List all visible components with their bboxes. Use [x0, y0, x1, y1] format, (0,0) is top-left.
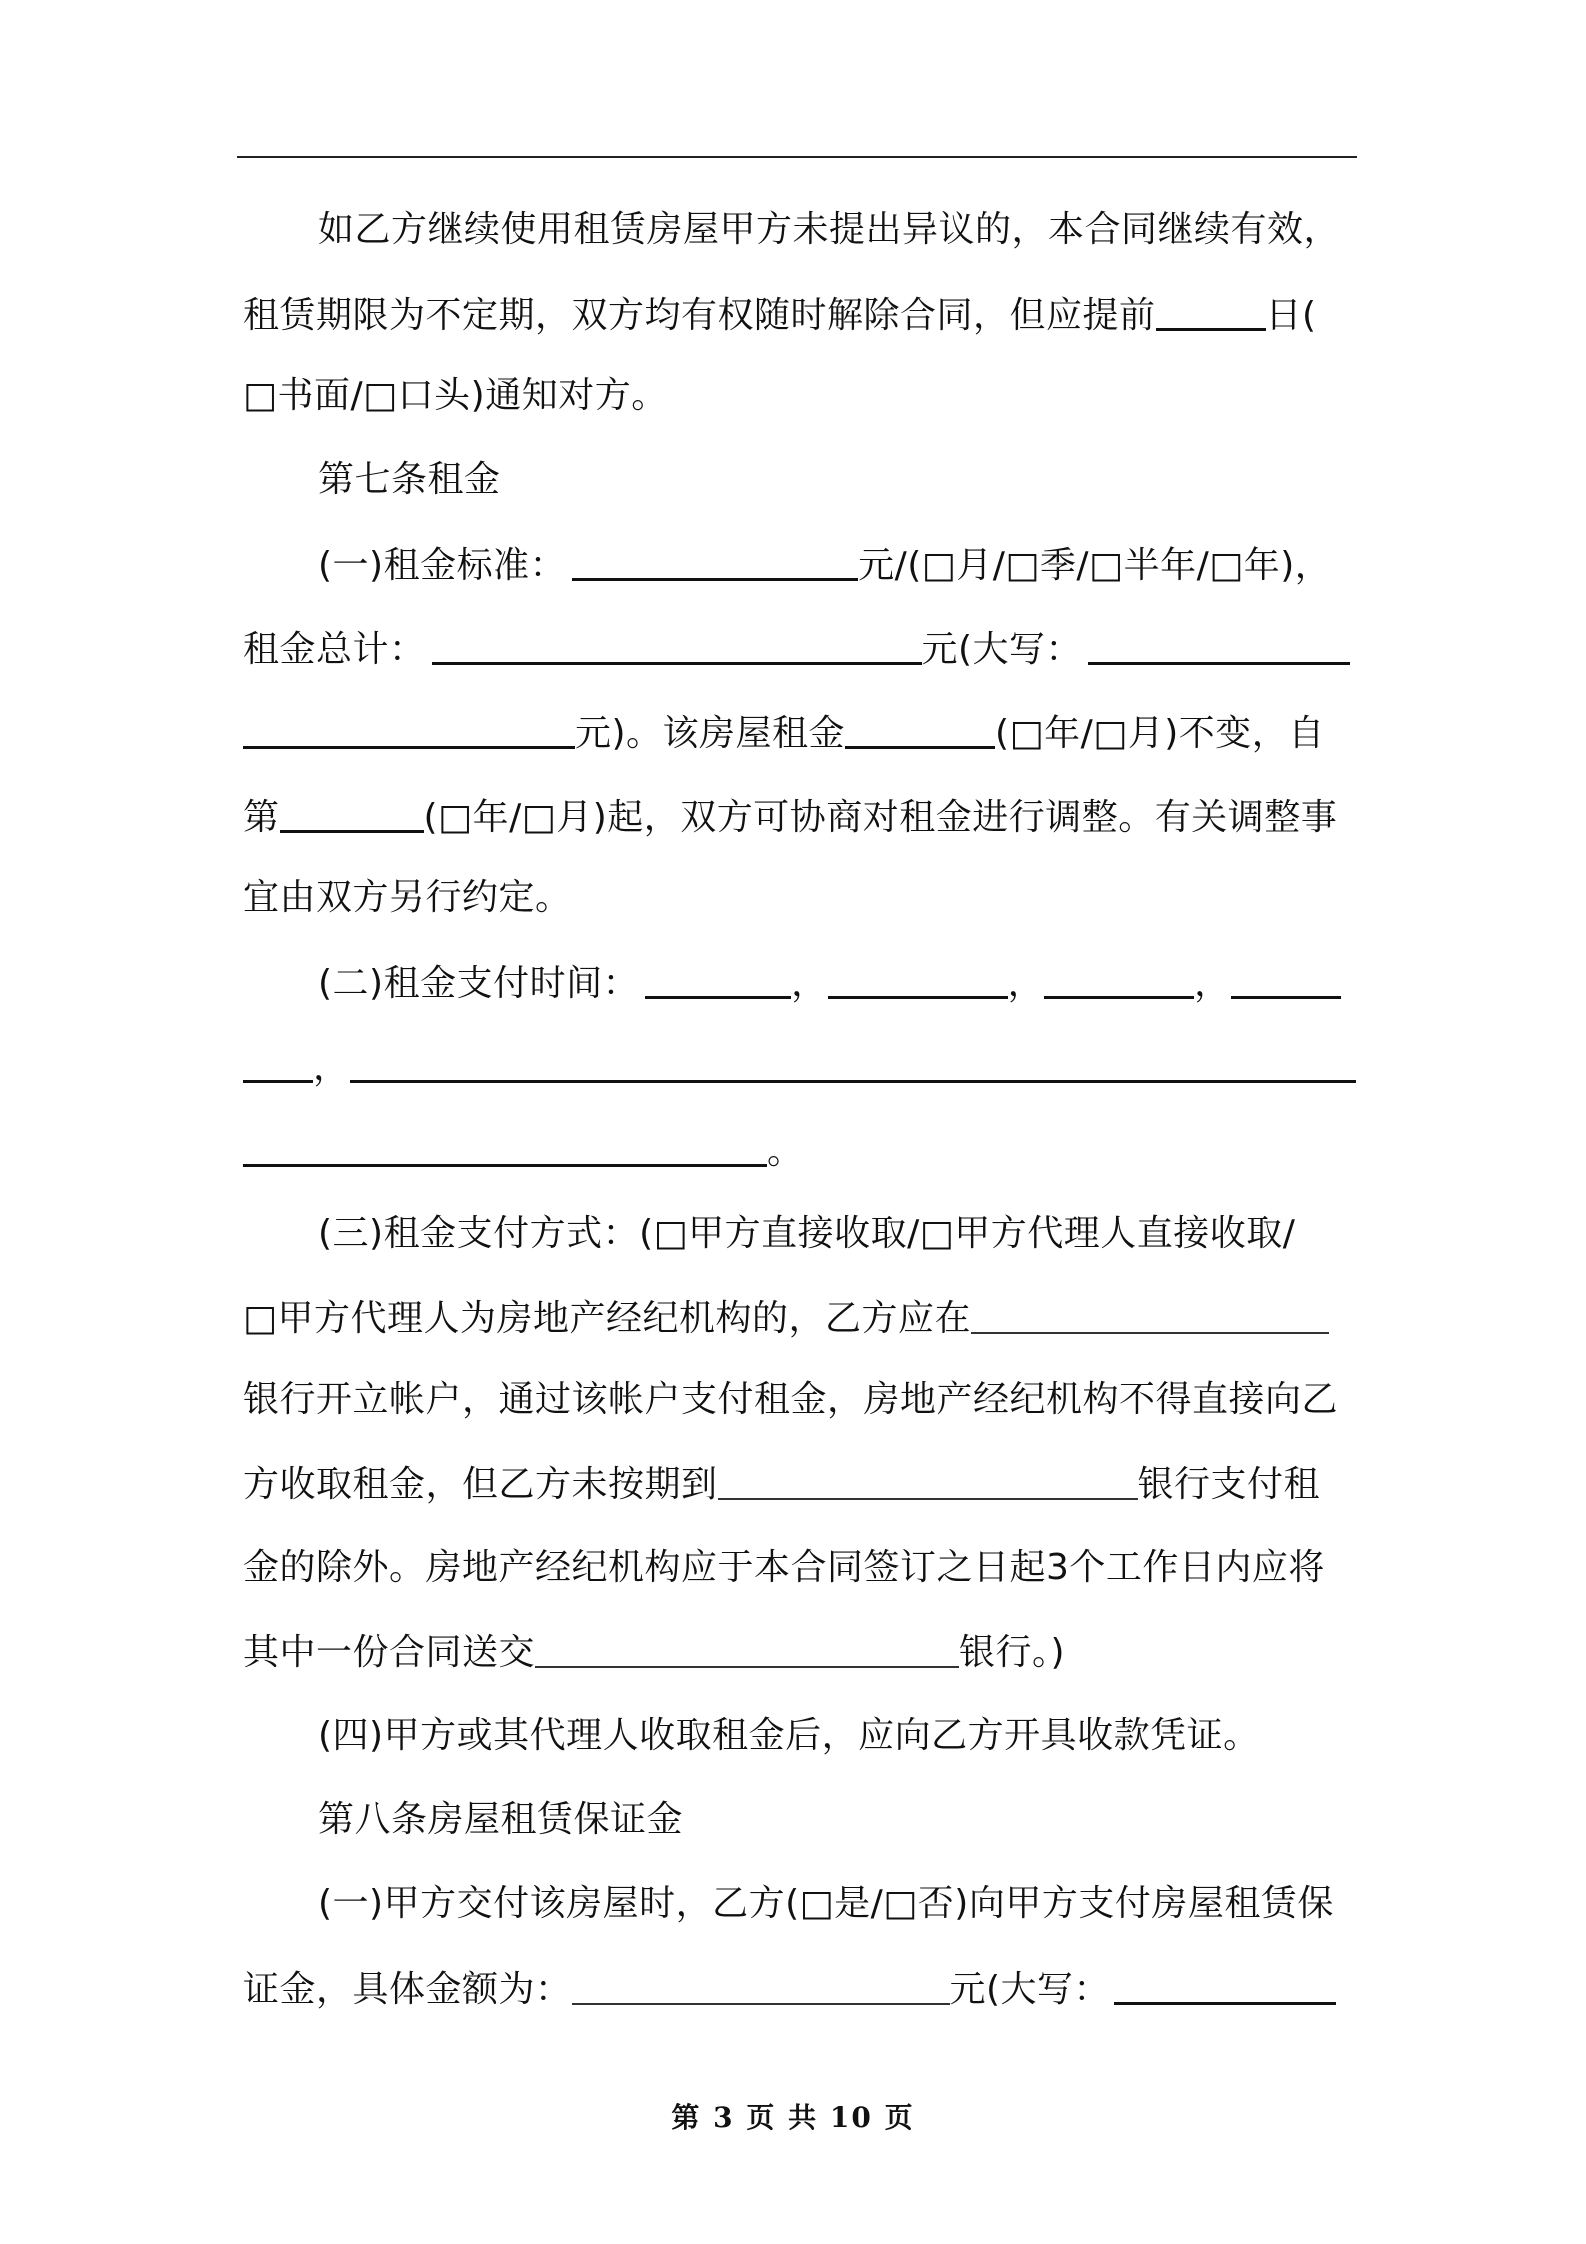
paragraph-line-2: 租赁期限为不定期，双方均有权随时解除合同，但应提前 日( — [243, 284, 1355, 344]
blank-rent-total-words[interactable] — [1088, 618, 1350, 665]
article-7-heading: 第七条租金 — [318, 459, 501, 500]
blank-deposit-words[interactable] — [1114, 1958, 1336, 2005]
blank-rent-standard[interactable] — [572, 534, 858, 581]
payment-method-line: (三)租金支付方式：(□甲方直接收取/□甲方代理人直接收取/ — [318, 1213, 1296, 1254]
payment-method-line-2: □甲方代理人为房地产经纪机构的，乙方应在 — [243, 1288, 1355, 1348]
deposit-line: (一)甲方交付该房屋时，乙方(□是/□否)向甲方支付房屋租赁保 — [318, 1883, 1334, 1924]
rent-standard-line: (一)租金标准： 元/(□月/□季/□半年/□年)， — [318, 534, 1355, 594]
payment-method-line-4: 方收取租金，但乙方未按期到 银行支付租 — [243, 1454, 1355, 1514]
rent-adjust-line: 第 (□年/□月)起，双方可协商对租金进行调整。有关调整事 — [243, 786, 1355, 846]
blank-pay-time-5[interactable] — [350, 1036, 1356, 1083]
blank-deposit-amount[interactable] — [572, 1959, 950, 2005]
blank-bank-name-2[interactable] — [718, 1454, 1138, 1500]
payment-method-line-3: 银行开立帐户，通过该帐户支付租金，房地产经纪机构不得直接向乙 — [243, 1379, 1339, 1420]
blank-pay-time-1[interactable] — [645, 952, 791, 999]
paragraph-line-1: 如乙方继续使用租赁房屋甲方未提出异议的，本合同继续有效， — [318, 209, 1341, 250]
receipt-line: (四)甲方或其代理人收取租金后，应向乙方开具收款凭证。 — [318, 1715, 1260, 1756]
blank-pay-time-4[interactable] — [1231, 952, 1341, 999]
blank-pay-time-5-cont[interactable] — [243, 1120, 767, 1167]
deposit-amount-line: 证金，具体金额为： 元(大写： — [243, 1958, 1355, 2018]
blank-bank-name[interactable] — [971, 1288, 1329, 1334]
rent-agree-line: 宜由双方另行约定。 — [243, 877, 572, 918]
blank-rent-total[interactable] — [432, 618, 922, 665]
blank-adjust-start[interactable] — [280, 786, 424, 833]
blank-pay-time-2[interactable] — [828, 952, 1008, 999]
payment-time-line-2: ， — [243, 1036, 1355, 1096]
paragraph-line-3: □书面/□口头)通知对方。 — [243, 375, 668, 416]
header-rule — [237, 156, 1357, 158]
payment-method-line-6: 其中一份合同送交 银行。) — [243, 1622, 1355, 1682]
blank-pay-time-3[interactable] — [1044, 952, 1194, 999]
payment-time-line: (二)租金支付时间： ， ， ， — [318, 952, 1355, 1012]
page-footer: 第 3 页 共 10 页 — [671, 2101, 915, 2134]
blank-days[interactable] — [1156, 284, 1266, 331]
blank-pay-time-4-cont[interactable] — [243, 1036, 313, 1083]
blank-rent-words-cont[interactable] — [243, 702, 575, 749]
blank-bank-name-3[interactable] — [535, 1622, 959, 1668]
payment-method-line-5: 金的除外。房地产经纪机构应于本合同签订之日起3个工作日内应将 — [243, 1547, 1325, 1588]
payment-time-line-3: 。 — [243, 1120, 1355, 1180]
article-8-heading: 第八条房屋租赁保证金 — [318, 1799, 684, 1840]
rent-fixed-line: 元)。该房屋租金 (□年/□月)不变，自 — [243, 702, 1355, 762]
rent-total-line: 租金总计： 元(大写： — [243, 618, 1355, 678]
blank-rent-period[interactable] — [845, 702, 995, 749]
